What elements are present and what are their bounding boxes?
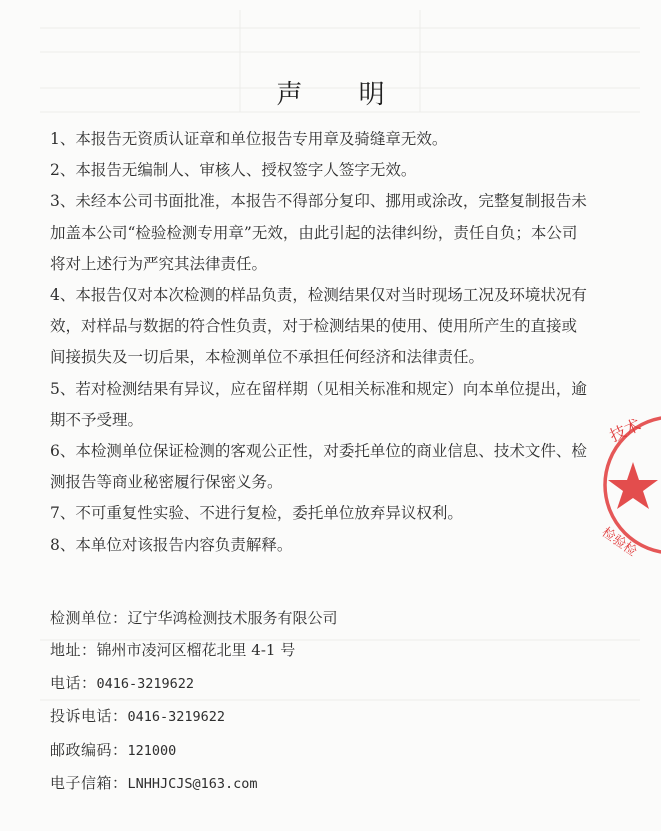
statement-item: 2、本报告无编制人、审核人、授权签字人签字无效。 — [50, 161, 417, 180]
statement-item: 7、不可重复性实验、不进行复检，委托单位放弃异议权利。 — [50, 504, 463, 523]
official-seal-stamp — [593, 400, 661, 570]
contact-unit — [50, 602, 570, 634]
statement-item: 3、未经本公司书面批准，本报告不得部分复印、挪用或涂改，完整复制报告未加盖本公司“检验检测专用章”无效，由此引起的法律纠纷，责任自负；本公司将对上述行为严究其法律责任。 — [50, 192, 587, 273]
contact-block — [50, 602, 570, 800]
phone-label: 电话： — [50, 673, 97, 692]
unit-label: 检测单位： — [50, 609, 128, 627]
statement-item: 1、本报告无资质认证章和单位报告专用章及骑缝章无效。 — [50, 130, 448, 148]
unit-value: 辽宁华鸿检测技术服务有限公司 — [127, 609, 338, 627]
email-label: 电子信箱： — [50, 774, 128, 793]
statement-item: 5、若对检测结果有异议，应在留样期（见相关标准和规定）向本单位提出，逾期不予受理。 — [50, 379, 587, 429]
contact-email — [50, 767, 570, 800]
page-title: 声 明 — [276, 80, 409, 110]
seal-star-icon — [608, 462, 658, 509]
contact-postcode — [50, 734, 570, 767]
statement-item: 8、本单位对该报告内容负责解释。 — [50, 535, 293, 554]
contact-address — [50, 634, 570, 666]
contact-complaint-phone — [50, 700, 570, 733]
seal-text-top: 技术 — [606, 414, 644, 446]
address-value: 锦州市凌河区榴花北里 4-1 号 — [96, 641, 296, 660]
seal-text-bottom: 检验检 — [598, 524, 640, 560]
address-label: 地址： — [50, 641, 97, 660]
contact-phone — [50, 667, 570, 700]
postcode-label: 邮政编码： — [50, 740, 128, 759]
phone-value: 0416-3219622 — [96, 675, 195, 692]
postcode-value: 121000 — [127, 742, 177, 759]
email-value: LNHHJCJS@163.com — [127, 776, 258, 793]
statement-item: 6、本检测单位保证检测的客观公正性，对委托单位的商业信息、技术文件、检测报告等商业秘密履行保密义务。 — [50, 442, 587, 492]
complaint-label: 投诉电话： — [50, 707, 128, 726]
statement-item: 4、本报告仅对本次检测的样品负责，检测结果仅对当时现场工况及环境状况有效，对样品与数据的符合性负责，对于检测结果的使用、使用所产生的直接或间接损失及一切后果，本检测单位不承担任何经济和法律责任。 — [50, 286, 587, 367]
complaint-value: 0416-3219622 — [127, 709, 226, 726]
statement-list — [50, 124, 590, 561]
